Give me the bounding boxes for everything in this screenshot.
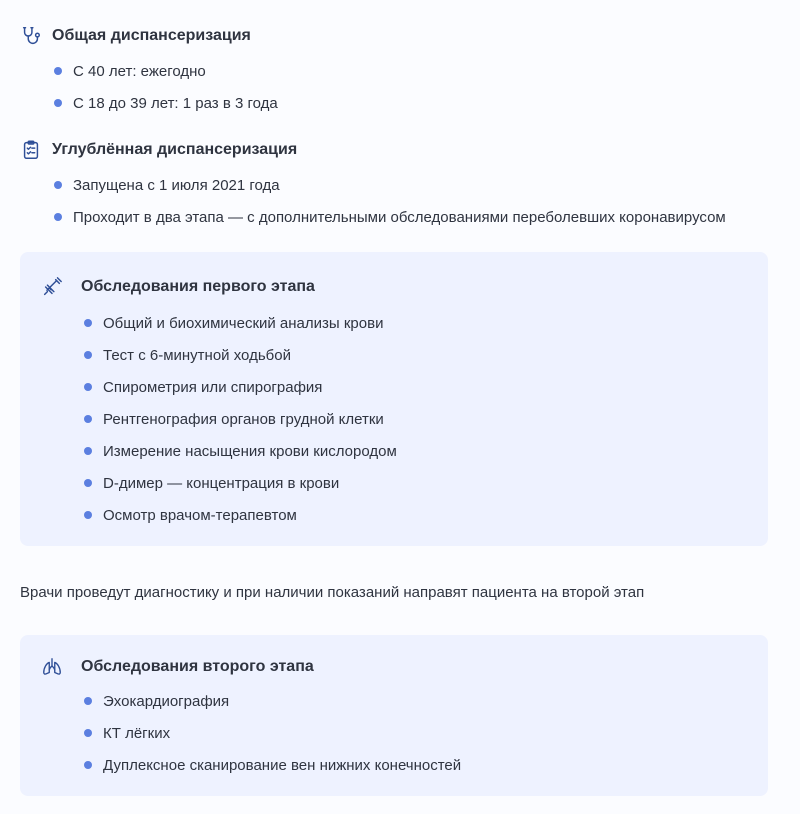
bullet-dot bbox=[84, 447, 92, 455]
list-item-text: Рентгенография органов грудной клетки bbox=[103, 411, 384, 428]
list-item-text: С 18 до 39 лет: 1 раз в 3 года bbox=[73, 95, 278, 112]
bullet-dot bbox=[84, 415, 92, 423]
list-item-text: D-димер — концентрация в крови bbox=[103, 475, 340, 492]
list-item-text: С 40 лет: ежегодно bbox=[73, 63, 206, 80]
bullet-dot bbox=[84, 319, 92, 327]
stage-transition-note: Врачи проведут диагностику и при наличии показаний направят пациента на второй этап bbox=[20, 584, 645, 601]
bullet-dot bbox=[84, 383, 92, 391]
list-item-text: Тест с 6-минутной ходьбой bbox=[103, 347, 291, 364]
syringe-icon bbox=[41, 276, 63, 298]
list-item-text: КТ лёгких bbox=[103, 725, 171, 742]
stage2-title: Обследования второго этапа bbox=[81, 658, 314, 675]
bullet-dot bbox=[84, 351, 92, 359]
stage1-title: Обследования первого этапа bbox=[81, 278, 315, 295]
general-dispensarization-header bbox=[20, 24, 251, 48]
stage2-header bbox=[41, 655, 314, 679]
bullet-dot bbox=[54, 181, 62, 189]
stage2-card bbox=[20, 635, 768, 796]
deep-dispensarization-header bbox=[20, 138, 297, 162]
list-item-text: Проходит в два этапа — с дополнительными обследованиями переболевших коронавирусом bbox=[73, 209, 726, 226]
deep-dispensarization-section bbox=[0, 138, 800, 234]
clipboard-checklist-icon bbox=[20, 139, 42, 161]
bullet-dot bbox=[54, 67, 62, 75]
bullet-dot bbox=[54, 213, 62, 221]
list-item-text: Измерение насыщения крови кислородом bbox=[103, 443, 397, 460]
deep-dispensarization-title: Углублённая диспансеризация bbox=[52, 141, 298, 158]
stage1-card bbox=[20, 252, 768, 546]
general-dispensarization-section bbox=[0, 24, 800, 120]
list-item-text: Спирометрия или спирография bbox=[103, 379, 323, 396]
bullet-dot bbox=[84, 697, 92, 705]
lungs-icon bbox=[41, 656, 63, 678]
stethoscope-icon bbox=[20, 25, 42, 47]
list-item-text: Запущена с 1 июля 2021 года bbox=[73, 177, 280, 194]
stage1-header bbox=[41, 275, 315, 299]
list-item-text: Общий и биохимический анализы крови bbox=[103, 315, 384, 332]
bullet-dot bbox=[84, 511, 92, 519]
general-dispensarization-title: Общая диспансеризация bbox=[52, 27, 251, 44]
bullet-dot bbox=[84, 479, 92, 487]
list-item-text: Осмотр врачом-терапевтом bbox=[103, 507, 297, 524]
bullet-dot bbox=[54, 99, 62, 107]
list-item-text: Эхокардиография bbox=[103, 693, 230, 710]
list-item-text: Дуплексное сканирование вен нижних конечностей bbox=[103, 757, 462, 774]
bullet-dot bbox=[84, 761, 92, 769]
bullet-dot bbox=[84, 729, 92, 737]
